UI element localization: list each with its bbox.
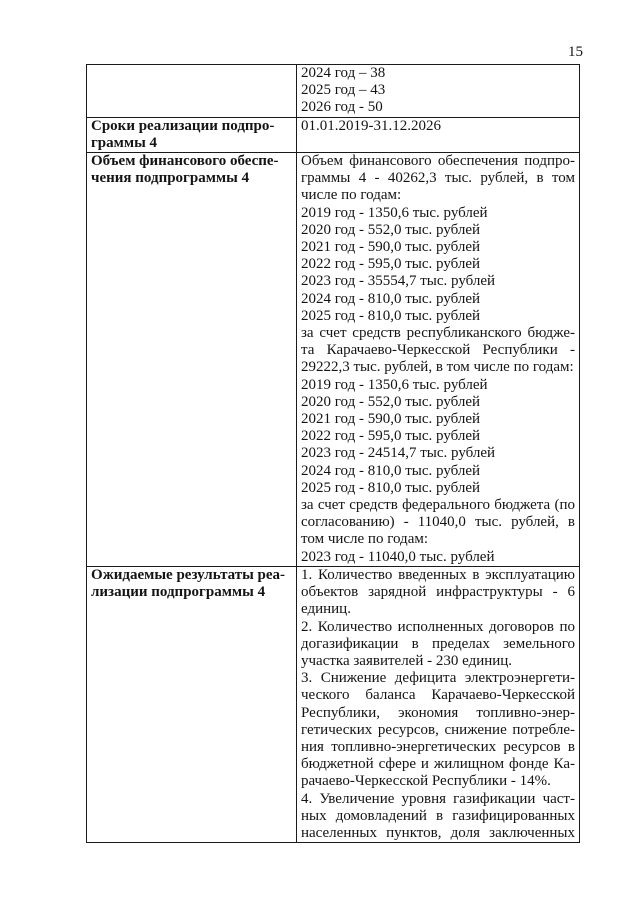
row-label-line: граммы 4 <box>91 134 158 151</box>
value-line: 2023 год - 35554,7 тыс. рублей <box>301 273 496 290</box>
value-line: 2020 год - 552,0 тыс. рублей <box>301 393 481 410</box>
row-value-cell <box>297 153 580 567</box>
value-line: 2021 год - 590,0 тыс. рублей <box>301 411 481 428</box>
value-line: 2025 год - 810,0 тыс. рублей <box>301 307 481 324</box>
value-line: 2024 год – 38 <box>301 65 386 81</box>
row-label-cell <box>87 153 297 567</box>
row-label-cell <box>87 117 297 152</box>
value-line: гетических ресурсов, снижение потребле- <box>301 721 575 738</box>
row-label-cell <box>87 65 297 118</box>
value-line: 2024 год - 810,0 тыс. рублей <box>301 462 481 479</box>
value-line: ных домовладений в газифицированных <box>301 807 575 824</box>
row-label-line: Ожидаемые результаты реа- <box>91 566 286 583</box>
value-line: 2020 год - 552,0 тыс. рублей <box>301 221 481 238</box>
row-label-cell <box>87 566 297 842</box>
financing-volume-row <box>87 153 580 567</box>
value-line: единиц. <box>301 601 351 618</box>
row-label-line: чения подпрограммы 4 <box>91 170 250 187</box>
value-line: 2022 год - 595,0 тыс. рублей <box>301 256 481 273</box>
value-line: ческого баланса Карачаево-Черкесской <box>301 687 575 704</box>
implementation-period-row <box>87 117 580 152</box>
value-line: 2024 год - 810,0 тыс. рублей <box>301 290 481 307</box>
continuation-row <box>87 65 580 118</box>
row-label-line: Сроки реализации подпро- <box>91 117 275 134</box>
value-line: 2023 год - 24514,7 тыс. рублей <box>301 445 496 462</box>
value-line: Объем финансового обеспечения подпро- <box>301 153 575 170</box>
value-line: согласованию) - 11040,0 тыс. рублей, в <box>301 514 575 531</box>
value-line: 3. Снижение дефицита электроэнергети- <box>301 670 575 687</box>
row-value-cell <box>297 65 580 118</box>
value-line: 01.01.2019-31.12.2026 <box>301 117 441 134</box>
value-line: 29222,3 тыс. рублей, в том числе по годам: <box>301 359 574 376</box>
value-line: Республики, экономия топливно-энер- <box>301 704 575 721</box>
value-line: 2021 год - 590,0 тыс. рублей <box>301 239 481 256</box>
value-line: 2025 год – 43 <box>301 82 386 99</box>
value-line: та Карачаево-Черкесской Республики - <box>301 342 575 359</box>
value-line: 2019 год - 1350,6 тыс. рублей <box>301 204 488 221</box>
expected-results-row <box>87 566 580 842</box>
row-label-line: лизации подпрограммы 4 <box>91 584 266 601</box>
row-value-cell <box>297 566 580 842</box>
row-label-line: Объем финансового обеспе- <box>91 153 279 170</box>
value-line: числе по годам: <box>301 187 402 204</box>
page-number: 15 <box>568 44 583 60</box>
value-line: 2022 год - 595,0 тыс. рублей <box>301 428 481 445</box>
value-line: 2023 год - 11040,0 тыс. рублей <box>301 548 495 565</box>
value-line: граммы 4 - 40262,3 тыс. рублей, в том <box>301 170 575 187</box>
value-line: населенных пунктов, доля заключенных <box>301 824 575 841</box>
value-line: 1. Количество введенных в эксплуатацию <box>301 566 575 583</box>
row-value-cell <box>297 117 580 152</box>
value-line: 2019 год - 1350,6 тыс. рублей <box>301 376 488 393</box>
value-line: догазификации в пределах земельного <box>301 635 575 652</box>
value-line: 2025 год - 810,0 тыс. рублей <box>301 479 481 496</box>
value-line: 2026 год - 50 <box>301 99 383 116</box>
value-line: том числе по годам: <box>301 531 429 548</box>
value-line: 4. Увеличение уровня газификации част- <box>301 790 575 807</box>
value-line: объектов зарядной инфраструктуры - 6 <box>301 584 575 601</box>
value-line: рачаево-Черкесской Республики - 14%. <box>301 773 551 790</box>
value-line: за счет средств республиканского бюдже- <box>301 325 575 342</box>
value-line: 2. Количество исполненных договоров по <box>301 618 575 635</box>
passport-table <box>86 64 580 843</box>
value-line: бюджетной сфере и жилищном фонде Ка- <box>301 756 575 773</box>
value-line: участка заявителей - 230 единиц. <box>301 652 513 669</box>
value-line: за счет средств федерального бюджета (по <box>301 497 575 514</box>
value-line: ния топливно-энергетических ресурсов в <box>301 738 575 755</box>
